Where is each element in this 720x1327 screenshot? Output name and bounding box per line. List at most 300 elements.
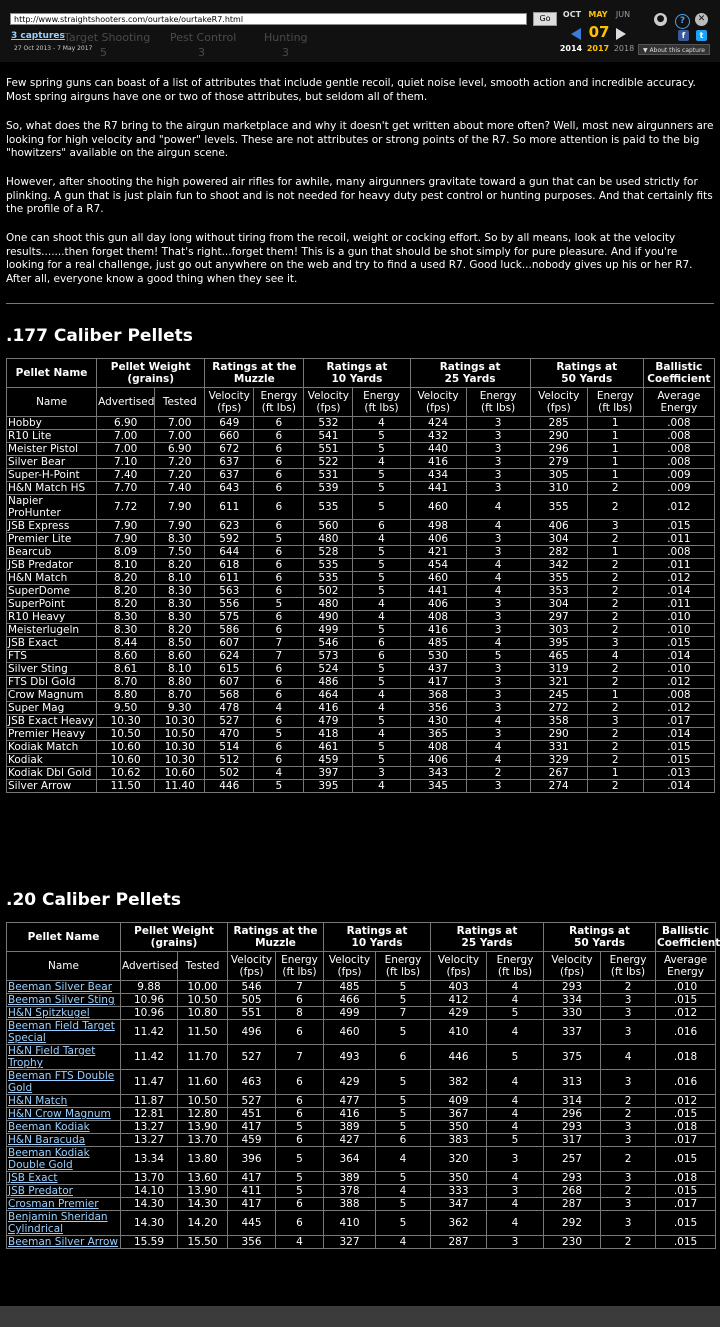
header-50-yards: Ratings at 50 Yards	[530, 359, 643, 388]
year-next[interactable]: 2018	[613, 44, 635, 53]
table-cell: 337	[544, 1020, 601, 1045]
table-cell: 4	[353, 728, 410, 741]
table-cell: 14.10	[121, 1185, 178, 1198]
table-cell: 5	[353, 572, 410, 585]
table-cell: 418	[304, 728, 353, 741]
pellet-link[interactable]: H&N Field Target Trophy	[8, 1045, 96, 1069]
table-cell: 297	[530, 611, 587, 624]
table-cell: 6	[254, 559, 304, 572]
table-cell: 1	[587, 689, 643, 702]
behind-value-pest: 3	[198, 46, 205, 59]
subheader-velocity: Velocity (fps)	[205, 388, 254, 417]
table-cell: 3	[466, 469, 530, 482]
table-cell: 535	[304, 572, 353, 585]
table-cell: 4	[466, 754, 530, 767]
table-cell: .009	[643, 482, 714, 495]
table-cell: .013	[643, 767, 714, 780]
table-cell: 6	[254, 663, 304, 676]
table-cell: 5	[353, 546, 410, 559]
table-cell: 8.30	[155, 611, 205, 624]
table-cell: 461	[304, 741, 353, 754]
behind-header-pest: Pest Control	[170, 31, 237, 44]
table-cell: 6	[353, 520, 410, 533]
table-row	[7, 456, 715, 469]
table-row	[7, 1045, 716, 1070]
table-cell: 10.30	[155, 715, 205, 728]
subheader-velocity: Velocity (fps)	[530, 388, 587, 417]
table-cell: 535	[304, 559, 353, 572]
table-cell: 434	[410, 469, 466, 482]
table-cell: 499	[324, 1007, 376, 1020]
pellet-name-cell	[7, 1211, 121, 1236]
page-footer	[0, 1306, 720, 1327]
table-cell: 3	[466, 430, 530, 443]
table-cell: 2	[601, 1108, 656, 1121]
table-cell: 499	[304, 624, 353, 637]
table-cell: 395	[530, 637, 587, 650]
table-cell: .015	[643, 741, 714, 754]
table-cell: 408	[410, 741, 466, 754]
table-cell: .011	[643, 598, 714, 611]
table-cell: 3	[587, 520, 643, 533]
pellet-name-cell	[7, 1045, 121, 1070]
table-row	[7, 689, 715, 702]
month-current: MAY	[588, 10, 608, 19]
table-cell: 8.50	[155, 637, 205, 650]
pellet-name-cell: Kodiak Match	[7, 741, 97, 754]
table-cell: 4	[376, 1147, 431, 1172]
table-cell: 8.10	[155, 572, 205, 585]
help-icon[interactable]: ?	[675, 14, 690, 29]
pellet-link[interactable]: H&N Spitzkugel	[8, 1007, 90, 1019]
table-cell: 5	[466, 650, 530, 663]
table-cell: 416	[324, 1108, 376, 1121]
table-cell: 9.30	[155, 702, 205, 715]
capture-day: 07	[588, 23, 610, 41]
pellet-link[interactable]: H&N Match	[8, 1095, 68, 1107]
table-cell: 13.90	[178, 1185, 228, 1198]
table-cell: 480	[304, 533, 353, 546]
table-cell: 6	[353, 650, 410, 663]
table-cell: 502	[205, 767, 254, 780]
table-cell: 611	[205, 495, 254, 520]
table-cell: 8.09	[97, 546, 155, 559]
table-cell: 365	[410, 728, 466, 741]
go-button[interactable]: Go	[533, 12, 557, 26]
table-row	[7, 981, 716, 994]
table-cell: 3	[601, 1070, 656, 1095]
table-cell: 319	[530, 663, 587, 676]
table-cell: 460	[410, 495, 466, 520]
table-cell: .016	[656, 1020, 716, 1045]
table-cell: 460	[410, 572, 466, 585]
table-cell: 6	[254, 456, 304, 469]
user-icon[interactable]: ●	[654, 13, 667, 26]
table-cell: 459	[304, 754, 353, 767]
table-cell: 11.50	[178, 1020, 228, 1045]
pellet-name-cell: JSB Exact Heavy	[7, 715, 97, 728]
table-cell: 304	[530, 598, 587, 611]
table-cell: 6	[254, 469, 304, 482]
table-cell: 429	[324, 1070, 376, 1095]
table-cell: 2	[587, 754, 643, 767]
table-cell: 3	[487, 1147, 544, 1172]
table-cell: .011	[643, 533, 714, 546]
table-cell: 7.50	[155, 546, 205, 559]
header-25-yards: Ratings at 25 Yards	[431, 923, 544, 952]
table-cell: 514	[205, 741, 254, 754]
table-cell: 8.61	[97, 663, 155, 676]
table-cell: 355	[530, 572, 587, 585]
intro-paragraph-3: However, after shooting the high powered air rifles for awhile, many airgunners gravitate toward a gun that can be used strictly for plinking. A gun that is just plain fun to shoot and is not needed for heavy duty pest control or hunting purposes. And that certainly fits the profile of a R7.	[6, 176, 713, 216]
table-cell: 8.80	[97, 689, 155, 702]
table-cell: 527	[205, 715, 254, 728]
table-cell: 465	[530, 650, 587, 663]
table-cell: 245	[530, 689, 587, 702]
table-cell: 430	[410, 715, 466, 728]
table-cell: 3	[466, 598, 530, 611]
table-cell: 5	[353, 624, 410, 637]
pellet-link[interactable]: Benjamin Sheridan Cylindrical	[8, 1211, 108, 1235]
table-cell: .012	[656, 1095, 716, 1108]
table-cell: 4	[487, 1211, 544, 1236]
about-capture-label: About this capture	[649, 47, 705, 54]
table-cell: 2	[587, 495, 643, 520]
table-cell: .015	[656, 1236, 716, 1249]
twitter-icon[interactable]: t	[696, 30, 707, 41]
pellet-link[interactable]: Beeman Silver Sting	[8, 994, 115, 1006]
table-cell: 408	[410, 611, 466, 624]
month-prev[interactable]: OCT	[562, 10, 582, 19]
pellet-link[interactable]: JSB Predator	[8, 1185, 73, 1197]
table-cell: 441	[410, 585, 466, 598]
table-cell: .012	[643, 572, 714, 585]
table-cell: 524	[304, 663, 353, 676]
table-cell: 3	[466, 624, 530, 637]
pellet-name-cell	[7, 1134, 121, 1147]
subheader-advertised: Advertised	[97, 388, 155, 417]
table-cell: 10.80	[178, 1007, 228, 1020]
table-cell: 10.50	[178, 994, 228, 1007]
table-cell: 3	[601, 1121, 656, 1134]
table-cell: 649	[205, 417, 254, 430]
table-cell: 2	[587, 741, 643, 754]
table-cell: 5	[376, 994, 431, 1007]
table-cell: .017	[656, 1134, 716, 1147]
table-cell: 3	[466, 417, 530, 430]
table-cell: .010	[643, 663, 714, 676]
table-cell: 6	[353, 637, 410, 650]
subheader-velocity: Velocity (fps)	[431, 952, 487, 981]
subheader-name: Name	[7, 952, 121, 981]
table-cell: 532	[304, 417, 353, 430]
table-cell: .010	[656, 981, 716, 994]
subheader-tested: Tested	[178, 952, 228, 981]
pellet-name-cell: Super-H-Point	[7, 469, 97, 482]
table-cell: 416	[410, 624, 466, 637]
table-cell: 8.20	[97, 585, 155, 598]
pellet-name-cell: SuperPoint	[7, 598, 97, 611]
table-cell: 10.50	[155, 728, 205, 741]
table-cell: 6	[254, 689, 304, 702]
table-cell: 350	[431, 1172, 487, 1185]
table-cell: 5	[276, 1172, 324, 1185]
table-cell: 5	[353, 443, 410, 456]
table-cell: 14.30	[121, 1198, 178, 1211]
table-row	[7, 559, 715, 572]
subheader-velocity: Velocity (fps)	[304, 388, 353, 417]
table-cell: 7	[376, 1007, 431, 1020]
pellet-link[interactable]: Beeman Kodiak Double Gold	[8, 1147, 90, 1171]
month-next[interactable]: JUN	[615, 10, 631, 19]
table-cell: 2	[587, 702, 643, 715]
table-cell: 4	[276, 1236, 324, 1249]
table-cell: 5	[276, 1185, 324, 1198]
table-cell: 4	[353, 417, 410, 430]
pellet-name-cell: Kodiak	[7, 754, 97, 767]
table-cell: 6	[254, 741, 304, 754]
table-cell: 5	[254, 533, 304, 546]
table-cell: 8.30	[97, 611, 155, 624]
table-cell: 2	[587, 780, 643, 793]
table-cell: 7	[276, 981, 324, 994]
pellet-name-cell: FTS Dbl Gold	[7, 676, 97, 689]
table-cell: 451	[228, 1108, 276, 1121]
table-cell: .010	[643, 624, 714, 637]
table-cell: 3	[601, 1211, 656, 1236]
table-cell: 8.70	[97, 676, 155, 689]
table-cell: 459	[228, 1134, 276, 1147]
table-cell: .014	[643, 585, 714, 598]
table-cell: 522	[304, 456, 353, 469]
table-cell: 8.10	[155, 663, 205, 676]
pellet-name-cell	[7, 1147, 121, 1172]
next-capture-arrow-icon[interactable]	[616, 28, 626, 40]
behind-header-hunting: Hunting	[264, 31, 308, 44]
table-cell: 644	[205, 546, 254, 559]
table-cell: 6	[254, 546, 304, 559]
table-cell: 4	[466, 585, 530, 598]
pellet-link[interactable]: Beeman FTS Double Gold	[8, 1070, 115, 1094]
close-icon[interactable]: ✕	[695, 13, 708, 26]
header-pellet-name: Pellet Name	[7, 923, 121, 952]
table-cell: 568	[205, 689, 254, 702]
table-cell: 13.34	[121, 1147, 178, 1172]
table-cell: 10.30	[155, 754, 205, 767]
table-cell: 15.59	[121, 1236, 178, 1249]
table-cell: 375	[544, 1045, 601, 1070]
table-cell: 368	[410, 689, 466, 702]
table-cell: 3	[587, 637, 643, 650]
table-cell: 7	[254, 650, 304, 663]
table-cell: 6	[254, 495, 304, 520]
table-cell: 4	[487, 1108, 544, 1121]
table-cell: 3	[487, 1236, 544, 1249]
pellet-name-cell	[7, 1070, 121, 1095]
table-cell: 528	[304, 546, 353, 559]
table-cell: 11.40	[155, 780, 205, 793]
pellet-name-cell: Meisterlugeln	[7, 624, 97, 637]
table-cell: 12.81	[121, 1108, 178, 1121]
table-cell: 10.96	[121, 1007, 178, 1020]
table-cell: 313	[544, 1070, 601, 1095]
table-cell: 331	[530, 741, 587, 754]
subheader-energy: Energy (ft lbs)	[254, 388, 304, 417]
table-cell: 416	[410, 456, 466, 469]
table-cell: 333	[431, 1185, 487, 1198]
table-cell: 607	[205, 676, 254, 689]
pellet-name-cell	[7, 1121, 121, 1134]
table-row	[7, 1172, 716, 1185]
table-cell: 396	[228, 1147, 276, 1172]
table-cell: 11.42	[121, 1020, 178, 1045]
pellet-name-cell: Silver Bear	[7, 456, 97, 469]
about-capture-button[interactable]: ▼ About this capture	[638, 44, 710, 55]
pellet-name-cell: Kodiak Dbl Gold	[7, 767, 97, 780]
table-cell: 305	[530, 469, 587, 482]
table-cell: 7.00	[155, 417, 205, 430]
pellet-link[interactable]: Beeman Silver Arrow	[8, 1236, 119, 1248]
table-cell: 3	[601, 1007, 656, 1020]
table-cell: .012	[656, 1007, 716, 1020]
table-row	[7, 1236, 716, 1249]
table-cell: 4	[353, 780, 410, 793]
table-cell: 2	[587, 559, 643, 572]
pellet-name-cell	[7, 994, 121, 1007]
subheader-name: Name	[7, 388, 97, 417]
table-cell: 479	[304, 715, 353, 728]
table-cell: .014	[643, 650, 714, 663]
table-cell: 4	[487, 1121, 544, 1134]
table-cell: 6	[276, 1211, 324, 1236]
pellet-table-20	[6, 922, 720, 1249]
table-cell: 4	[587, 650, 643, 663]
table-cell: 4	[487, 1198, 544, 1211]
table-cell: 7.40	[97, 469, 155, 482]
table-row	[7, 1147, 716, 1172]
table-cell: 3	[601, 1134, 656, 1147]
table-cell: 8.44	[97, 637, 155, 650]
facebook-icon[interactable]: f	[678, 30, 689, 41]
table-cell: .015	[656, 1108, 716, 1121]
table-cell: 5	[376, 1121, 431, 1134]
table-cell: 421	[410, 546, 466, 559]
table-cell: 478	[205, 702, 254, 715]
table-cell: .018	[656, 1045, 716, 1070]
table-cell: 5	[376, 1211, 431, 1236]
table-cell: 8.70	[155, 689, 205, 702]
wayback-toolbar	[0, 0, 720, 62]
table-cell: 13.90	[178, 1121, 228, 1134]
table-cell: 5	[254, 780, 304, 793]
table-cell: 637	[205, 469, 254, 482]
pellet-name-cell: Bearcub	[7, 546, 97, 559]
table-cell: 424	[410, 417, 466, 430]
table-cell: 14.30	[178, 1198, 228, 1211]
table-cell: 5	[353, 741, 410, 754]
table-cell: 466	[324, 994, 376, 1007]
table-cell: .015	[643, 754, 714, 767]
pellet-link[interactable]: H&N Baracuda	[8, 1134, 86, 1146]
table-cell: 6	[254, 430, 304, 443]
table-cell: 7.40	[155, 482, 205, 495]
pellet-link[interactable]: JSB Exact	[8, 1172, 58, 1184]
table-cell: .017	[656, 1198, 716, 1211]
subheader-average-energy: Average Energy	[643, 388, 714, 417]
table-row	[7, 1134, 716, 1147]
table-cell: 4	[487, 1070, 544, 1095]
pellet-link[interactable]: H&N Crow Magnum	[8, 1108, 111, 1120]
table-row	[7, 1198, 716, 1211]
table-cell: .008	[643, 430, 714, 443]
table-cell: 5	[353, 676, 410, 689]
table-cell: .018	[656, 1172, 716, 1185]
table-cell: 2	[601, 1095, 656, 1108]
intro-paragraph-4: One can shoot this gun all day long without tiring from the recoil, weight or cocking effort. So by all means, look at the velocity results.......then forget them! That's right...forget them! This is a gun that should be shot simply for pure pleasure. And if you're looking for a real challenge, just go out anywhere on the web and try to find a used R7. Good luck...nobody gives up his or her R7. After all, everyone know a good thing when they see it.	[6, 232, 693, 286]
header-10-yards: Ratings at 10 Yards	[324, 923, 431, 952]
table-cell: 279	[530, 456, 587, 469]
table-row	[7, 1070, 716, 1095]
table-cell: 4	[601, 1045, 656, 1070]
table-cell: 2	[587, 533, 643, 546]
behind-value-target: 5	[100, 46, 107, 59]
table-cell: 611	[205, 572, 254, 585]
pellet-link[interactable]: Crosman Premier	[8, 1198, 99, 1210]
table-cell: 512	[205, 754, 254, 767]
url-input[interactable]: http://www.straightshooters.com/ourtake/ourtakeR7.html	[10, 13, 527, 25]
header-10-yards: Ratings at 10 Yards	[304, 359, 410, 388]
table-cell: 7.90	[155, 495, 205, 520]
table-cell: 4	[376, 1185, 431, 1198]
table-cell: 496	[228, 1020, 276, 1045]
table-cell: .015	[656, 1147, 716, 1172]
behind-header-target: Target Shooting	[64, 31, 151, 44]
table-cell: 4	[466, 741, 530, 754]
table-cell: 6	[254, 443, 304, 456]
table-cell: 5	[487, 1045, 544, 1070]
subheader-energy: Energy (ft lbs)	[487, 952, 544, 981]
table-cell: 1	[587, 456, 643, 469]
pellet-link[interactable]: Beeman Silver Bear	[8, 981, 113, 993]
table-row	[7, 702, 715, 715]
table-cell: 624	[205, 650, 254, 663]
table-cell: 643	[205, 482, 254, 495]
table-cell: 362	[431, 1211, 487, 1236]
table-body-20	[7, 981, 716, 1249]
table-cell: 320	[431, 1147, 487, 1172]
table-cell: 1	[587, 767, 643, 780]
table-cell: 8.30	[155, 533, 205, 546]
subheader-energy: Energy (ft lbs)	[353, 388, 410, 417]
pellet-name-cell: Silver Arrow	[7, 780, 97, 793]
captures-link[interactable]: 3 captures	[11, 31, 65, 41]
table-cell: 410	[324, 1211, 376, 1236]
pellet-link[interactable]: Beeman Field Target Special	[8, 1020, 115, 1044]
table-cell: 11.47	[121, 1070, 178, 1095]
table-cell: 5	[376, 1020, 431, 1045]
prev-capture-arrow-icon[interactable]	[571, 28, 581, 40]
table-cell: 14.20	[178, 1211, 228, 1236]
table-cell: 3	[601, 1198, 656, 1211]
pellet-link[interactable]: Beeman Kodiak	[8, 1121, 90, 1133]
table-cell: 4	[487, 1095, 544, 1108]
table-cell: 11.70	[178, 1045, 228, 1070]
table-cell: 296	[544, 1108, 601, 1121]
table-cell: 615	[205, 663, 254, 676]
table-cell: .015	[656, 1185, 716, 1198]
table-cell: 292	[544, 1211, 601, 1236]
year-prev[interactable]: 2014	[559, 44, 583, 53]
